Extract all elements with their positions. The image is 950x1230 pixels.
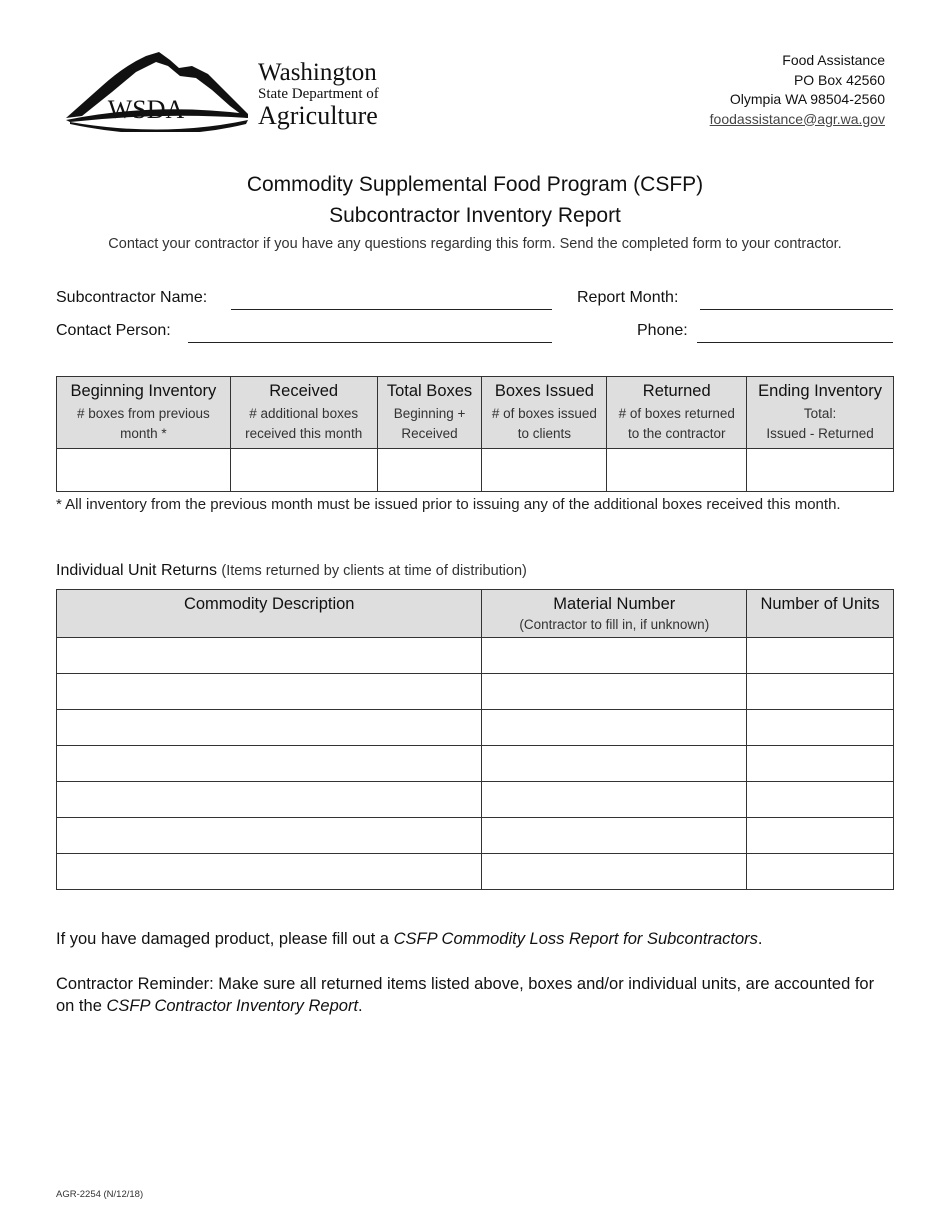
material-number-cell[interactable] [482, 818, 747, 854]
phone-field[interactable] [697, 342, 893, 343]
number-of-units-cell[interactable] [747, 674, 894, 710]
material-number-cell[interactable] [482, 746, 747, 782]
boxes-issued-header: Boxes Issued # of boxes issued to clients [482, 377, 607, 449]
logo-abbrev: WSDA [107, 95, 185, 124]
returned-cell[interactable] [607, 449, 747, 492]
inventory-entry-row [57, 449, 894, 492]
agency-name-line1: Washington [258, 59, 377, 86]
ending-inventory-cell[interactable] [747, 449, 894, 492]
material-number-cell[interactable] [482, 674, 747, 710]
number-of-units-cell[interactable] [747, 818, 894, 854]
address-line1: Food Assistance [782, 52, 885, 68]
phone-label: Phone: [637, 322, 688, 339]
form-title: Commodity Supplemental Food Program (CSFP) [246, 173, 704, 196]
form-subtitle: Subcontractor Inventory Report [329, 204, 621, 227]
contractor-reminder-note: Contractor Reminder: Make sure all returned items listed above, boxes and/or individual units, are accounted for on the CSFP Contractor Inventory Report. [56, 975, 875, 1015]
table-row [57, 746, 894, 782]
inventory-footnote: * All inventory from the previous month must be issued prior to issuing any of the additional boxes received this month. [56, 496, 841, 513]
returns-header-row [57, 590, 894, 638]
contractor-report-title: CSFP Contractor Inventory Report [106, 997, 359, 1015]
number-of-units-cell[interactable] [747, 710, 894, 746]
form-id: AGR-2254 (N/12/18) [56, 1189, 144, 1200]
returns-title: Individual Unit Returns [56, 562, 217, 579]
received-cell[interactable] [230, 449, 377, 492]
number-of-units-cell[interactable] [747, 638, 894, 674]
agency-name-line3: Agriculture [258, 101, 378, 130]
material-number-cell[interactable] [482, 710, 747, 746]
boxes-issued-cell[interactable] [482, 449, 607, 492]
report-month-label: Report Month: [577, 289, 679, 306]
returns-section-title [56, 562, 527, 580]
returns-subtitle: (Items returned by clients at time of distribution) [221, 563, 527, 579]
subcontractor-name-field[interactable] [231, 309, 552, 310]
report-month-field[interactable] [700, 309, 893, 310]
total-boxes-header: Total Boxes Beginning + Received [377, 377, 482, 449]
material-number-cell[interactable] [482, 782, 747, 818]
table-row [57, 674, 894, 710]
commodity-description-cell[interactable] [57, 638, 482, 674]
material-number-cell[interactable] [482, 638, 747, 674]
table-row [57, 710, 894, 746]
table-row [57, 854, 894, 890]
beginning-inventory-cell[interactable] [57, 449, 231, 492]
commodity-description-cell[interactable] [57, 818, 482, 854]
total-boxes-cell[interactable] [377, 449, 482, 492]
table-row [57, 638, 894, 674]
subcontractor-name-label: Subcontractor Name: [56, 289, 208, 306]
number-of-units-cell[interactable] [747, 854, 894, 890]
mailing-address [710, 51, 885, 129]
number-of-units-cell[interactable] [747, 746, 894, 782]
commodity-description-cell[interactable] [57, 710, 482, 746]
loss-report-title: CSFP Commodity Loss Report for Subcontractors [393, 930, 758, 948]
contact-person-label: Contact Person: [56, 322, 171, 339]
number-of-units-header: Number of Units [747, 590, 894, 638]
contact-person-field[interactable] [188, 342, 552, 343]
commodity-description-cell[interactable] [57, 854, 482, 890]
returns-table [56, 589, 894, 890]
agency-name [258, 60, 379, 129]
received-header: Received # additional boxes received this month [230, 377, 377, 449]
address-line2: PO Box 42560 [793, 71, 885, 88]
damaged-product-note: If you have damaged product, please fill out a CSFP Commodity Loss Report for Subcontractors. [56, 930, 763, 948]
commodity-description-cell[interactable] [57, 674, 482, 710]
returns-body [57, 638, 894, 890]
returned-header: Returned # of boxes returned to the contractor [607, 377, 747, 449]
ending-inventory-header: Ending Inventory Total: Issued - Returned [747, 377, 894, 449]
beginning-inventory-header: Beginning Inventory # boxes from previous month * [57, 377, 231, 449]
agency-name-line2: State Department of [258, 86, 379, 102]
commodity-description-cell[interactable] [57, 782, 482, 818]
inventory-header-row [57, 377, 894, 449]
email-link[interactable]: foodassistance@agr.wa.gov [709, 110, 885, 127]
material-number-header: Material Number (Contractor to fill in, if unknown) [482, 590, 747, 638]
inventory-table [56, 376, 894, 492]
material-number-cell[interactable] [482, 854, 747, 890]
form-instructions: Contact your contractor if you have any questions regarding this form. Send the completed form to your contractor. [108, 236, 842, 252]
commodity-description-header: Commodity Description [57, 590, 482, 638]
number-of-units-cell[interactable] [747, 782, 894, 818]
commodity-description-cell[interactable] [57, 746, 482, 782]
address-line3: Olympia WA 98504-2560 [729, 91, 885, 107]
table-row [57, 818, 894, 854]
table-row [57, 782, 894, 818]
